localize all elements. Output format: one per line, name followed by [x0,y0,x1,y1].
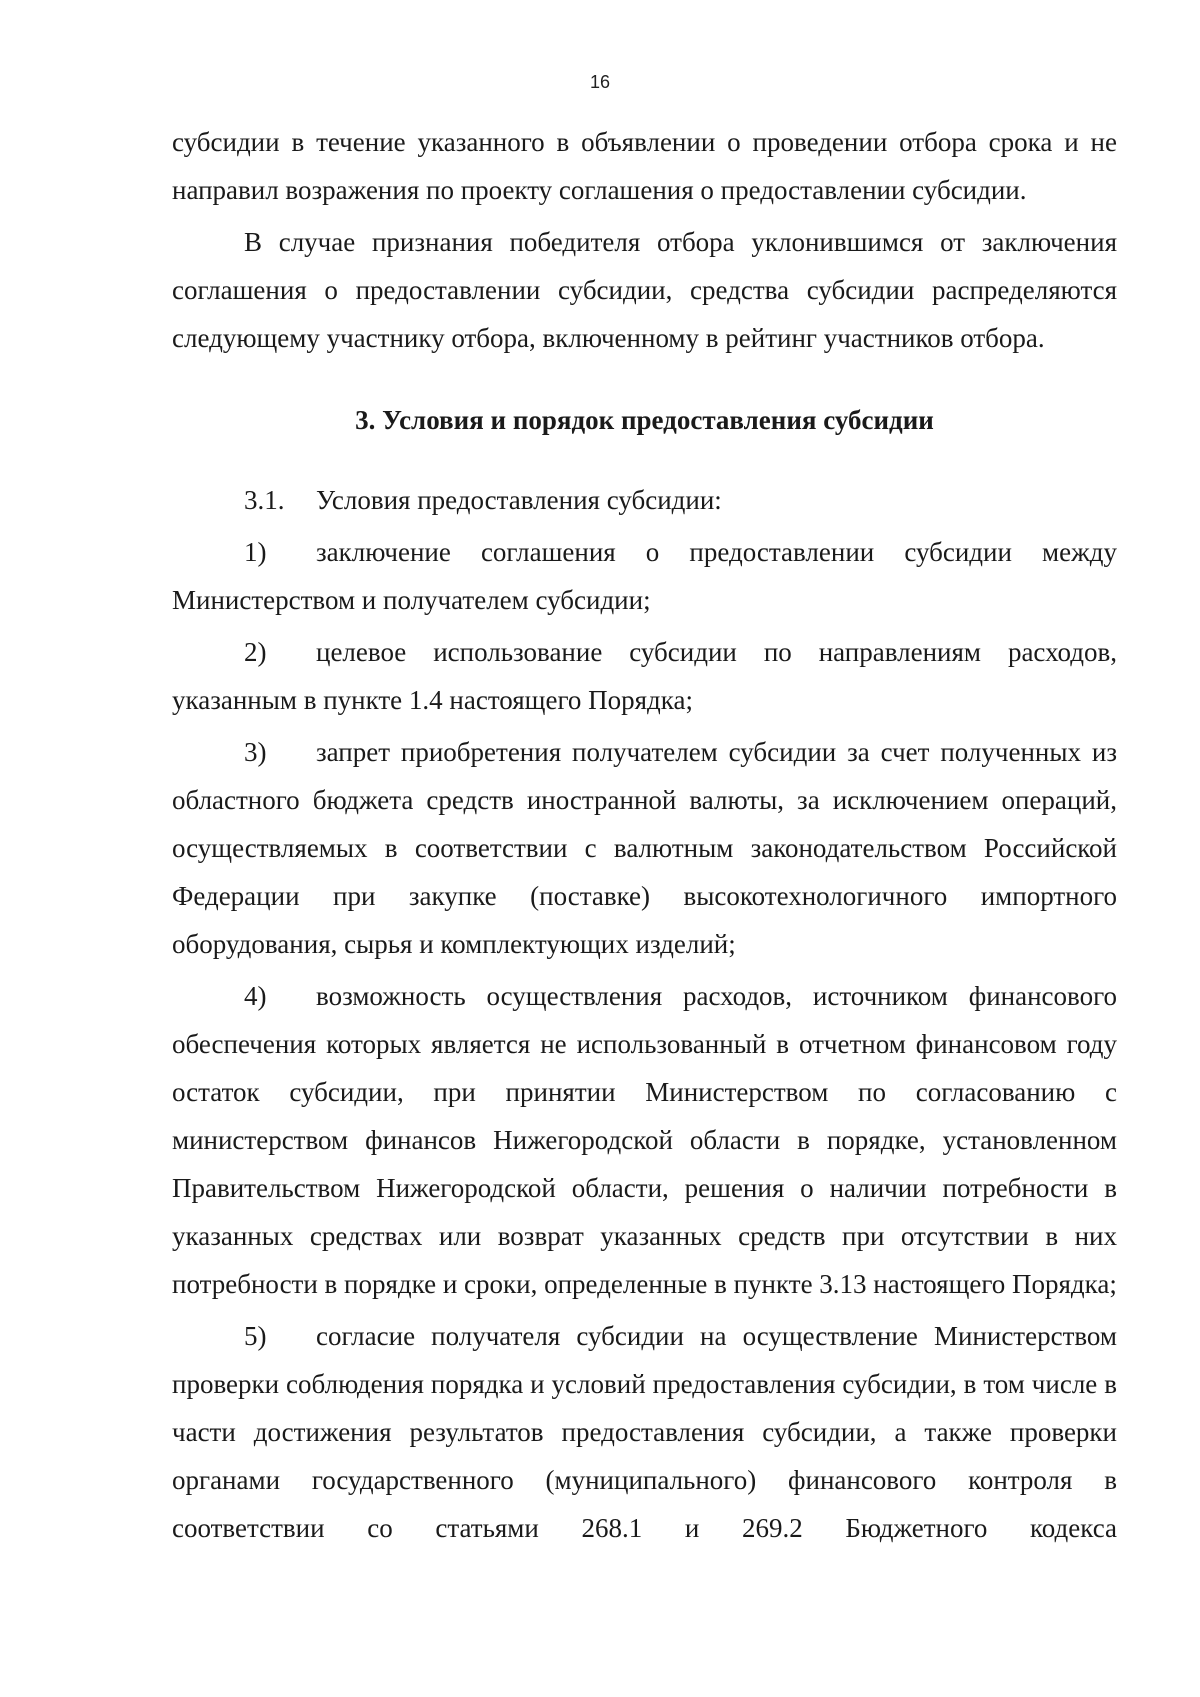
list-item [172,528,1117,624]
item-number: 2) [244,637,267,667]
list-item [172,628,1117,724]
section-heading: 3. Условия и порядок предоставления субсидии [355,405,934,435]
document-body [172,118,1117,1556]
list-item [172,476,1117,524]
item-number: 1) [244,537,267,567]
item-number: 5) [244,1321,267,1351]
item-number: 3) [244,737,267,767]
page-number: 16 [589,72,611,92]
item-text: Условия предоставления субсидии: [316,485,722,515]
item-text: согласие получателя субсидии на осуществление Министерством проверки соблюдения порядка и условий предоставления субсидии, в том числе в части достижения результатов предоставления субсидии, а также проверки органами государственного (муниципального) финансового контроля в соответствии со статьями 268.1 и 269.2 Бюджетного кодекса [172,1321,1117,1543]
paragraph-evasion-case: В случае признания победителя отбора уклонившимся от заключения соглашения о предоставлении субсидии, средства субсидии распределяются следующему участнику отбора, включенному в рейтинг участников отбора. [172,227,1117,353]
item-text: возможность осуществления расходов, источником финансового обеспечения которых является не использованный в отчетном финансовом году остаток субсидии, при принятии Министерством по согласованию с министерством финансов Нижегородской области в порядке, установленном Правительством Нижегородской области, решения о наличии потребности в указанных средствах или возврат указанных средств при отсутствии в них потребности в порядке и сроки, определенные в пункте 3.13 настоящего Порядка; [172,981,1117,1299]
item-text: целевое использование субсидии по направлениям расходов, указанным в пункте 1.4 настоящего Порядка; [172,637,1117,715]
item-number: 3.1. [244,485,285,515]
list-item [172,1312,1117,1552]
item-text: заключение соглашения о предоставлении субсидии между Министерством и получателем субсидии; [172,537,1117,615]
paragraph-continuation: субсидии в течение указанного в объявлении о проведении отбора срока и не направил возражения по проекту соглашения о предоставлении субсидии. [172,127,1117,205]
item-text: запрет приобретения получателем субсидии за счет полученных из областного бюджета средств иностранной валюты, за исключением операций, осуществляемых в соответствии с валютным законодательством Российской Федерации при закупке (поставке) высокотехнологичного импортного оборудования, сырья и комплектующих изделий; [172,737,1117,959]
item-number: 4) [244,981,267,1011]
list-item [172,728,1117,968]
list-item [172,972,1117,1308]
